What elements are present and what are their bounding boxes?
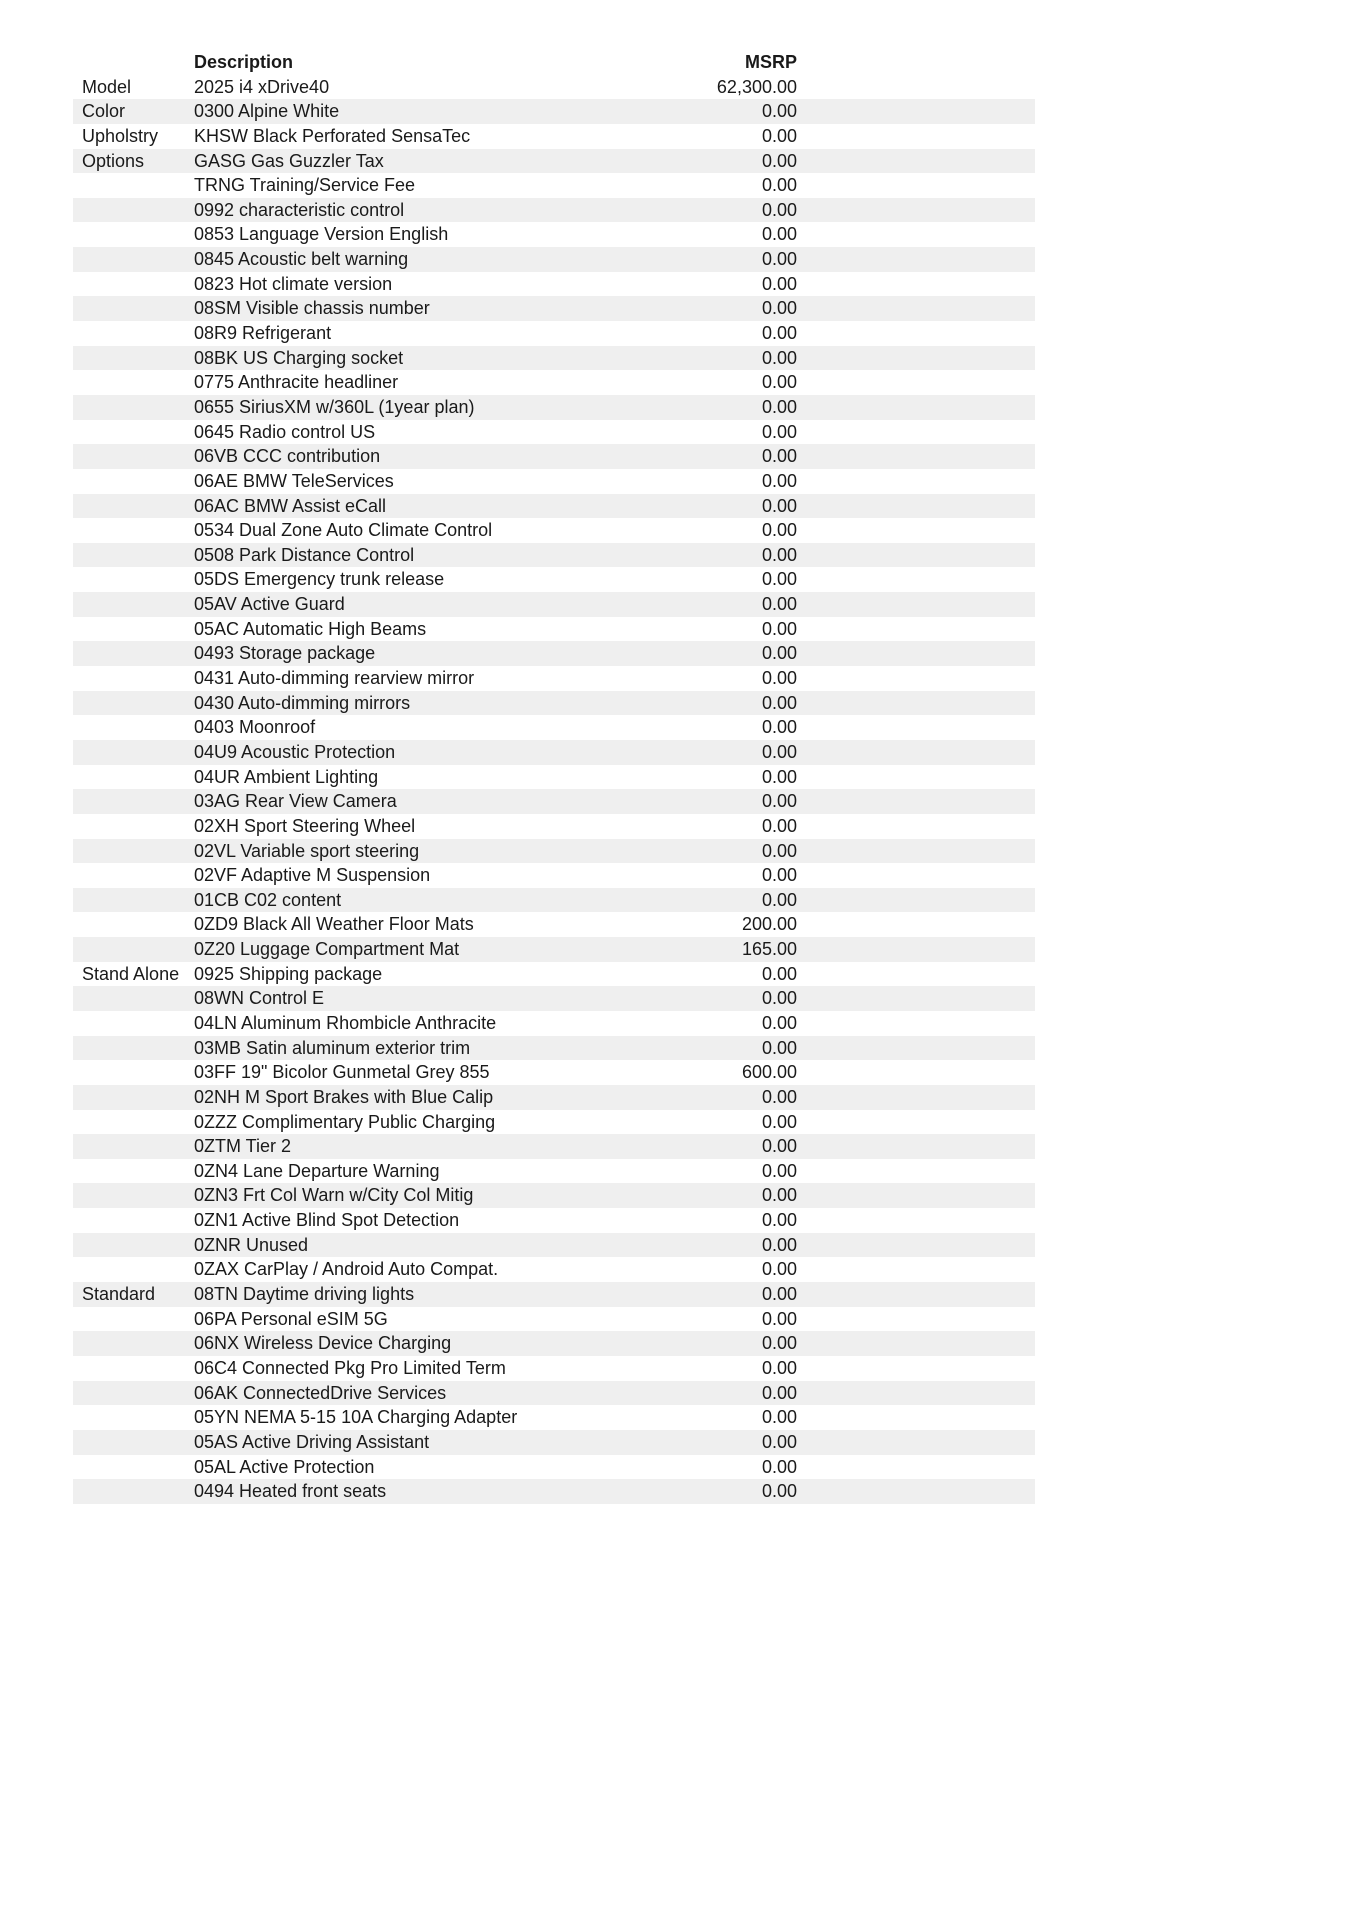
description-cell: 0655 SiriusXM w/360L (1year plan) — [194, 396, 475, 417]
msrp-cell: 0.00 — [761, 347, 797, 368]
msrp-cell: 0.00 — [761, 1210, 797, 1231]
description-cell: 06AE BMW TeleServices — [194, 470, 394, 491]
msrp-cell: 0.00 — [761, 495, 797, 516]
table-row — [73, 1479, 1035, 1504]
table-row — [73, 715, 1035, 740]
category-cell: Model — [82, 76, 132, 97]
msrp-cell: 62,300.00 — [716, 76, 797, 97]
msrp-options-table — [73, 50, 1035, 1504]
msrp-cell: 0.00 — [761, 1308, 797, 1329]
table-row — [73, 420, 1035, 445]
description-cell: 0ZTM Tier 2 — [194, 1136, 292, 1157]
msrp-cell: 0.00 — [761, 741, 797, 762]
table-row — [73, 222, 1035, 247]
description-cell: 0534 Dual Zone Auto Climate Control — [194, 520, 493, 541]
msrp-cell: 0.00 — [761, 1284, 797, 1305]
msrp-cell: 0.00 — [761, 815, 797, 836]
table-row — [73, 1233, 1035, 1258]
msrp-cell: 0.00 — [761, 618, 797, 639]
msrp-cell: 0.00 — [761, 520, 797, 541]
msrp-cell: 200.00 — [741, 914, 797, 935]
table-row — [73, 370, 1035, 395]
table-row — [73, 1405, 1035, 1430]
table-row — [73, 1282, 1035, 1307]
description-cell: 0493 Storage package — [194, 643, 376, 664]
table-row — [73, 395, 1035, 420]
msrp-cell: 600.00 — [741, 1062, 797, 1083]
table-row — [73, 888, 1035, 913]
description-cell: 0ZZZ Complimentary Public Charging — [194, 1111, 496, 1132]
msrp-cell: 0.00 — [761, 1357, 797, 1378]
msrp-cell: 0.00 — [761, 1086, 797, 1107]
description-cell: 0992 characteristic control — [194, 199, 405, 220]
table-row — [73, 567, 1035, 592]
description-cell: 2025 i4 xDrive40 — [194, 76, 330, 97]
description-cell: 08WN Control E — [194, 988, 325, 1009]
table-row — [73, 937, 1035, 962]
table-row — [73, 1011, 1035, 1036]
description-cell: TRNG Training/Service Fee — [194, 175, 416, 196]
description-cell: 0853 Language Version English — [194, 224, 449, 245]
table-row — [73, 149, 1035, 174]
description-cell: 01CB C02 content — [194, 889, 342, 910]
msrp-column-header: MSRP — [744, 52, 797, 72]
msrp-cell: 0.00 — [761, 840, 797, 861]
msrp-cell: 0.00 — [761, 298, 797, 319]
description-cell: 03AG Rear View Camera — [194, 791, 397, 812]
table-row — [73, 124, 1035, 149]
msrp-cell: 0.00 — [761, 125, 797, 146]
table-row — [73, 1381, 1035, 1406]
description-cell: 05DS Emergency trunk release — [194, 569, 445, 590]
table-row — [73, 691, 1035, 716]
msrp-cell: 0.00 — [761, 1407, 797, 1428]
msrp-cell: 0.00 — [761, 421, 797, 442]
msrp-cell: 0.00 — [761, 1234, 797, 1255]
table-row — [73, 543, 1035, 568]
description-cell: 0ZAX CarPlay / Android Auto Compat. — [194, 1259, 499, 1280]
description-cell: 05AS Active Driving Assistant — [194, 1431, 430, 1452]
description-cell: 04UR Ambient Lighting — [194, 766, 379, 787]
table-row — [73, 912, 1035, 937]
msrp-cell: 0.00 — [761, 249, 797, 270]
msrp-cell: 0.00 — [761, 396, 797, 417]
description-cell: 0508 Park Distance Control — [194, 544, 415, 565]
msrp-cell: 0.00 — [761, 988, 797, 1009]
description-cell: 02XH Sport Steering Wheel — [194, 815, 416, 836]
table-row — [73, 444, 1035, 469]
description-cell: 0300 Alpine White — [194, 101, 340, 122]
table-header-row — [73, 50, 1035, 75]
description-cell: 0Z20 Luggage Compartment Mat — [194, 939, 460, 960]
category-cell: Options — [82, 150, 145, 171]
table-row — [73, 1110, 1035, 1135]
msrp-cell: 0.00 — [761, 101, 797, 122]
table-row — [73, 863, 1035, 888]
msrp-cell: 0.00 — [761, 717, 797, 738]
category-cell: Upholstry — [82, 125, 159, 146]
description-cell: 06AC BMW Assist eCall — [194, 495, 387, 516]
description-cell: 0ZNR Unused — [194, 1234, 309, 1255]
description-cell: GASG Gas Guzzler Tax — [194, 150, 384, 171]
category-cell: Stand Alone — [82, 963, 180, 984]
msrp-cell: 0.00 — [761, 199, 797, 220]
msrp-cell: 0.00 — [761, 446, 797, 467]
table-row — [73, 962, 1035, 987]
msrp-cell: 0.00 — [761, 544, 797, 565]
msrp-cell: 0.00 — [761, 1160, 797, 1181]
table-row — [73, 1356, 1035, 1381]
description-cell: KHSW Black Perforated SensaTec — [194, 125, 471, 146]
description-cell: 05AC Automatic High Beams — [194, 618, 427, 639]
msrp-cell: 0.00 — [761, 323, 797, 344]
description-cell: 03MB Satin aluminum exterior trim — [194, 1037, 471, 1058]
table-row — [73, 1085, 1035, 1110]
description-cell: 04U9 Acoustic Protection — [194, 741, 396, 762]
table-row — [73, 1060, 1035, 1085]
description-cell: 0494 Heated front seats — [194, 1481, 387, 1502]
table-row — [73, 518, 1035, 543]
description-cell: 0403 Moonroof — [194, 717, 316, 738]
description-cell: 0845 Acoustic belt warning — [194, 249, 409, 270]
msrp-cell: 0.00 — [761, 1456, 797, 1477]
msrp-cell: 0.00 — [761, 1037, 797, 1058]
table-row — [73, 494, 1035, 519]
table-row — [73, 99, 1035, 124]
msrp-cell: 0.00 — [761, 1333, 797, 1354]
description-cell: 06AK ConnectedDrive Services — [194, 1382, 447, 1403]
description-cell: 04LN Aluminum Rhombicle Anthracite — [194, 1012, 497, 1033]
description-cell: 05YN NEMA 5-15 10A Charging Adapter — [194, 1407, 518, 1428]
description-cell: 02NH M Sport Brakes with Blue Calip — [194, 1086, 494, 1107]
table-row — [73, 617, 1035, 642]
table-row — [73, 1183, 1035, 1208]
table-row — [73, 814, 1035, 839]
table-row — [73, 839, 1035, 864]
description-cell: 0925 Shipping package — [194, 963, 383, 984]
table-row — [73, 1257, 1035, 1282]
table-row — [73, 198, 1035, 223]
table-row — [73, 1331, 1035, 1356]
msrp-cell: 0.00 — [761, 1136, 797, 1157]
description-cell: 08R9 Refrigerant — [194, 323, 332, 344]
table-row — [73, 346, 1035, 371]
msrp-cell: 0.00 — [761, 470, 797, 491]
category-cell: Color — [82, 101, 126, 122]
table-row — [73, 765, 1035, 790]
table-row — [73, 1159, 1035, 1184]
msrp-cell: 0.00 — [761, 1431, 797, 1452]
description-cell: 0645 Radio control US — [194, 421, 376, 442]
description-column-header: Description — [194, 52, 294, 72]
msrp-cell: 0.00 — [761, 1185, 797, 1206]
msrp-cell: 0.00 — [761, 224, 797, 245]
msrp-cell: 165.00 — [741, 939, 797, 960]
msrp-cell: 0.00 — [761, 865, 797, 886]
description-cell: 06C4 Connected Pkg Pro Limited Term — [194, 1357, 506, 1378]
table-row — [73, 1455, 1035, 1480]
msrp-cell: 0.00 — [761, 569, 797, 590]
table-row — [73, 1307, 1035, 1332]
table-row — [73, 789, 1035, 814]
description-cell: 02VL Variable sport steering — [194, 840, 420, 861]
msrp-cell: 0.00 — [761, 1012, 797, 1033]
msrp-cell: 0.00 — [761, 372, 797, 393]
msrp-cell: 0.00 — [761, 1382, 797, 1403]
table-row — [73, 641, 1035, 666]
table-row — [73, 173, 1035, 198]
table-row — [73, 272, 1035, 297]
table-row — [73, 666, 1035, 691]
msrp-cell: 0.00 — [761, 273, 797, 294]
table-row — [73, 469, 1035, 494]
description-cell: 0775 Anthracite headliner — [194, 372, 399, 393]
msrp-cell: 0.00 — [761, 594, 797, 615]
description-cell: 03FF 19" Bicolor Gunmetal Grey 855 — [194, 1062, 490, 1083]
description-cell: 06VB CCC contribution — [194, 446, 381, 467]
msrp-cell: 0.00 — [761, 889, 797, 910]
table-row — [73, 1208, 1035, 1233]
description-cell: 08BK US Charging socket — [194, 347, 404, 368]
table-row — [73, 247, 1035, 272]
msrp-cell: 0.00 — [761, 668, 797, 689]
msrp-cell: 0.00 — [761, 692, 797, 713]
table-body — [73, 75, 1035, 1504]
table-row — [73, 1430, 1035, 1455]
msrp-cell: 0.00 — [761, 643, 797, 664]
table-row — [73, 1036, 1035, 1061]
category-cell: Standard — [82, 1284, 156, 1305]
msrp-cell: 0.00 — [761, 766, 797, 787]
description-cell: 08TN Daytime driving lights — [194, 1284, 415, 1305]
table-row — [73, 740, 1035, 765]
description-cell: 0ZD9 Black All Weather Floor Mats — [194, 914, 474, 935]
description-cell: 0430 Auto-dimming mirrors — [194, 692, 411, 713]
description-cell: 0ZN3 Frt Col Warn w/City Col Mitig — [194, 1185, 474, 1206]
table-row — [73, 321, 1035, 346]
description-cell: 02VF Adaptive M Suspension — [194, 865, 431, 886]
table-row — [73, 986, 1035, 1011]
msrp-cell: 0.00 — [761, 963, 797, 984]
msrp-cell: 0.00 — [761, 1111, 797, 1132]
description-cell: 0ZN4 Lane Departure Warning — [194, 1160, 440, 1181]
table-row — [73, 75, 1035, 100]
description-cell: 0431 Auto-dimming rearview mirror — [194, 668, 475, 689]
description-cell: 06PA Personal eSIM 5G — [194, 1308, 388, 1329]
table-row — [73, 1134, 1035, 1159]
description-cell: 06NX Wireless Device Charging — [194, 1333, 452, 1354]
msrp-cell: 0.00 — [761, 150, 797, 171]
table-row — [73, 592, 1035, 617]
msrp-cell: 0.00 — [761, 1481, 797, 1502]
description-cell: 0823 Hot climate version — [194, 273, 393, 294]
msrp-cell: 0.00 — [761, 791, 797, 812]
description-cell: 05AV Active Guard — [194, 594, 345, 615]
description-cell: 0ZN1 Active Blind Spot Detection — [194, 1210, 460, 1231]
msrp-cell: 0.00 — [761, 175, 797, 196]
msrp-cell: 0.00 — [761, 1259, 797, 1280]
table-row — [73, 296, 1035, 321]
description-cell: 05AL Active Protection — [194, 1456, 375, 1477]
description-cell: 08SM Visible chassis number — [194, 298, 430, 319]
